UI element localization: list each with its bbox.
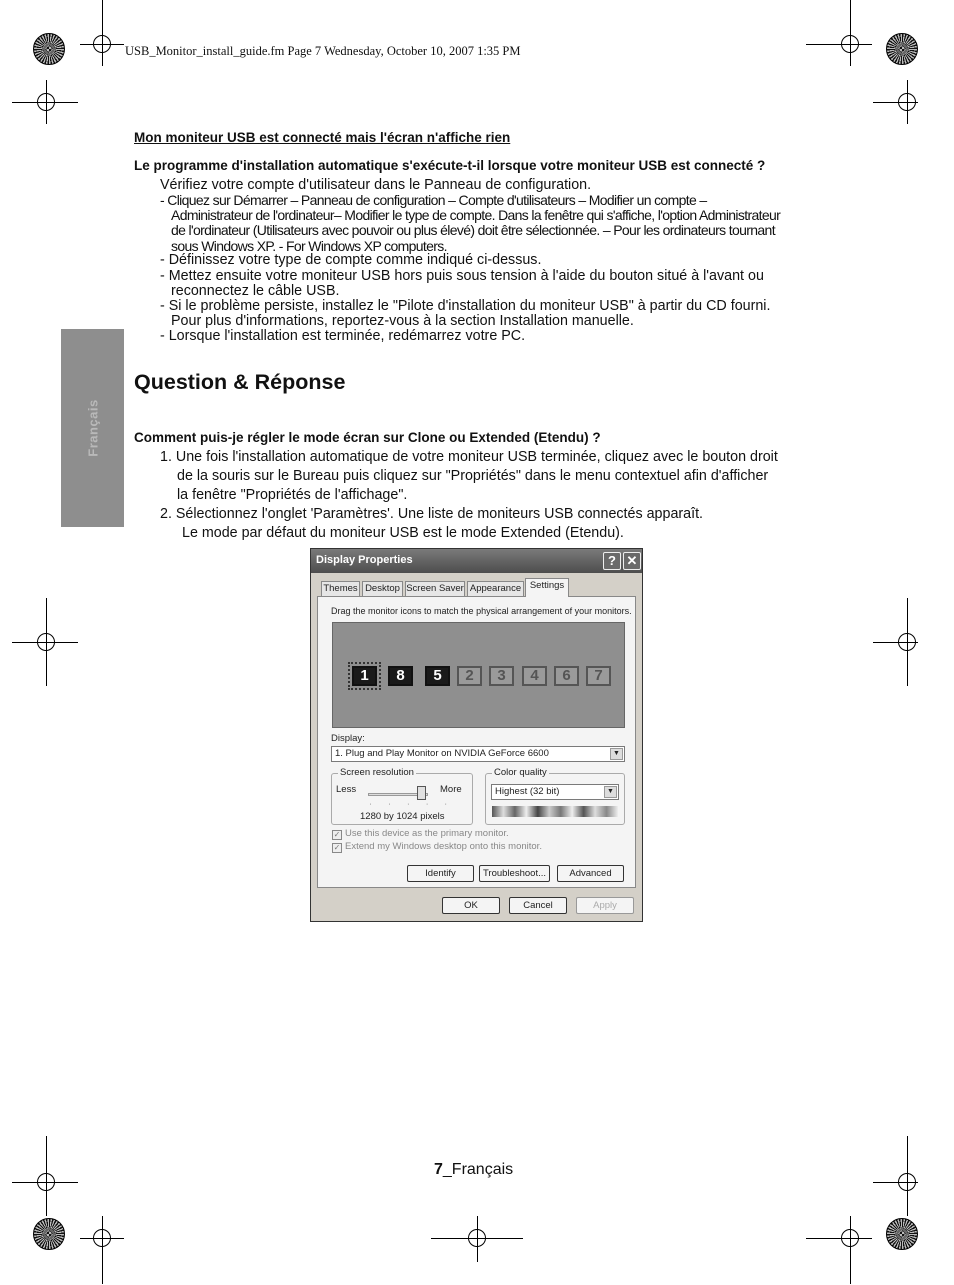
tab-themes[interactable]: Themes — [321, 581, 360, 596]
step-line: la fenêtre "Propriétés de l'affichage". — [177, 487, 408, 503]
cancel-button[interactable]: Cancel — [509, 897, 567, 914]
registration-sun-top-right — [886, 33, 918, 65]
tab-settings[interactable]: Settings — [525, 578, 569, 597]
troubleshoot-button[interactable]: Troubleshoot... — [479, 865, 550, 882]
dialog-title: Display Properties — [316, 554, 413, 566]
monitor-icon[interactable]: 7 — [586, 666, 611, 686]
resolution-slider-thumb[interactable] — [417, 786, 426, 800]
monitor-icon[interactable]: 6 — [554, 666, 579, 686]
dialog-title-bar — [311, 549, 642, 573]
checkbox-icon[interactable]: ✓ — [333, 843, 341, 852]
paragraph-line: sous Windows XP. - For Windows XP computers. — [171, 238, 447, 254]
paragraph-line: - Cliquez sur Démarrer – Panneau de configuration – Compte d'utilisateurs – Modifier un compte – — [160, 192, 707, 208]
side-tab-label: Français — [85, 399, 100, 457]
tab-appearance[interactable]: Appearance — [467, 581, 524, 596]
page-footer — [434, 1161, 513, 1179]
monitor-icon[interactable]: 2 — [457, 666, 482, 686]
primary-monitor-label: Use this device as the primary monitor. — [345, 828, 509, 839]
less-label: Less — [336, 784, 357, 795]
slider-ticks: ' ' ' ' ' — [370, 804, 455, 810]
extend-desktop-label: Extend my Windows desktop onto this monitor. — [345, 841, 542, 852]
instruction-text: Drag the monitor icons to match the physical arrangement of your monitors. — [331, 606, 632, 616]
resolution-value: 1280 by 1024 pixels — [360, 811, 445, 822]
close-button[interactable]: ✕ — [623, 552, 641, 570]
registration-sun-bottom-left — [33, 1218, 65, 1250]
chevron-down-icon[interactable]: ▼ — [610, 748, 623, 760]
monitor-icon[interactable]: 3 — [489, 666, 514, 686]
paragraph-line: - Mettez ensuite votre moniteur USB hors puis sous tension à l'aide du bouton situé à l'avant ou — [160, 268, 764, 284]
display-select-value: 1. Plug and Play Monitor on NVIDIA GeForce 6600 — [335, 748, 549, 759]
monitor-icon[interactable]: 1 — [352, 666, 377, 686]
page-number: 7 — [434, 1161, 443, 1178]
paragraph-line: reconnectez le câble USB. — [171, 283, 340, 299]
monitor-icon[interactable]: 8 — [388, 666, 413, 686]
paragraph-line: - Si le problème persiste, installez le "Pilote d'installation du moniteur USB" à partir du CD fourni. — [160, 298, 771, 314]
registration-sun-bottom-right — [886, 1218, 918, 1250]
registration-sun-top-left — [33, 33, 65, 65]
display-label: Display: — [331, 733, 365, 744]
monitor-icon[interactable]: 4 — [522, 666, 547, 686]
tab-desktop[interactable]: Desktop — [362, 581, 403, 596]
tab-screen-saver[interactable]: Screen Saver — [406, 583, 464, 594]
file-info-header: USB_Monitor_install_guide.fm Page 7 Wednesday, October 10, 2007 1:35 PM — [125, 44, 521, 58]
more-label: More — [440, 784, 462, 795]
ok-button[interactable]: OK — [442, 897, 500, 914]
extend-desktop-checkbox[interactable] — [332, 841, 542, 853]
color-preview-bar — [492, 806, 618, 817]
screen-resolution-group — [331, 767, 473, 825]
monitor-arrangement-area[interactable] — [332, 622, 625, 728]
advanced-button[interactable]: Advanced — [557, 865, 624, 882]
color-quality-label: Color quality — [494, 767, 547, 778]
chevron-down-icon[interactable]: ▼ — [604, 786, 617, 798]
checkbox-icon[interactable]: ✓ — [333, 830, 341, 839]
section-question: Le programme d'installation automatique s'exécute-t-il lorsque votre moniteur USB est connecté ? — [134, 158, 766, 173]
screen-resolution-label: Screen resolution — [340, 767, 414, 778]
paragraph-line: - Lorsque l'installation est terminée, redémarrez votre PC. — [160, 328, 526, 344]
display-properties-dialog — [310, 548, 643, 922]
paragraph-line: - Définissez votre type de compte comme indiqué ci-dessus. — [160, 252, 542, 268]
identify-button[interactable]: Identify — [407, 865, 474, 882]
step-line: de la souris sur le Bureau puis cliquez sur "Propriétés" dans le menu contextuel afin d'afficher — [177, 468, 769, 484]
section-title: Mon moniteur USB est connecté mais l'écran n'affiche rien — [134, 130, 511, 145]
paragraph-line: Pour plus d'informations, reportez-vous à la section Installation manuelle. — [171, 313, 634, 329]
settings-panel — [317, 596, 636, 888]
step-line: 2. Sélectionnez l'onglet 'Paramètres'. Une liste de moniteurs USB connectés apparaît. — [160, 506, 704, 522]
paragraph-line: de l'ordinateur (Utilisateurs avec pouvoir ou plus élevé) doit être sélectionnée. – Pour les ordinateurs tournant — [171, 222, 775, 238]
paragraph-line: Vérifiez votre compte d'utilisateur dans le Panneau de configuration. — [160, 177, 592, 193]
monitor-icon[interactable]: 5 — [425, 666, 450, 686]
apply-button[interactable]: Apply — [576, 897, 634, 914]
qa-heading: Question & Réponse — [134, 370, 346, 394]
step-line: Le mode par défaut du moniteur USB est le mode Extended (Etendu). — [182, 525, 624, 541]
step-line: 1. Une fois l'installation automatique de votre moniteur USB terminée, cliquez avec le bouton droit — [160, 449, 778, 465]
color-quality-select[interactable] — [491, 784, 619, 800]
language-side-tab — [61, 329, 124, 527]
page-label: _Français — [442, 1161, 514, 1178]
color-quality-group — [485, 767, 625, 825]
paragraph-line: Administrateur de l'ordinateur– Modifier le type de compte. Dans la fenêtre qui s'affiche, l'option Administrateur — [171, 207, 781, 223]
help-button[interactable]: ? — [603, 552, 621, 570]
qa-question: Comment puis-je régler le mode écran sur Clone ou Extended (Etendu) ? — [134, 430, 601, 445]
color-quality-value: Highest (32 bit) — [495, 786, 560, 797]
display-select[interactable] — [331, 746, 625, 762]
primary-monitor-checkbox[interactable] — [332, 828, 509, 840]
